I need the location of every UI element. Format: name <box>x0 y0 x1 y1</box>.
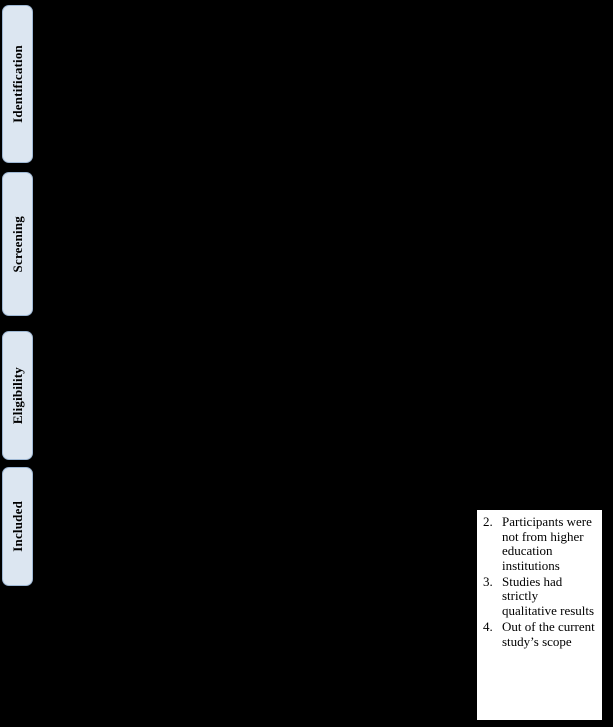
stage-label-included-text: Included <box>10 501 25 552</box>
stage-label-screening <box>2 172 33 316</box>
stage-label-identification <box>2 5 33 163</box>
exclusion-item-number: 4. <box>483 618 493 634</box>
exclusion-reasons-list <box>480 515 598 649</box>
stage-label-eligibility-text: Eligibility <box>10 366 25 425</box>
exclusion-item-text: Out of the current study’s scope <box>502 618 595 649</box>
list-item <box>480 575 598 619</box>
stage-label-eligibility <box>2 331 33 460</box>
exclusion-item-text: Participants were not from higher education institutions <box>502 514 592 574</box>
stage-label-included <box>2 467 33 586</box>
exclusion-reasons-box <box>476 509 603 721</box>
stage-label-screening-text: Screening <box>10 215 25 273</box>
stage-label-identification-text: Identification <box>10 45 25 123</box>
exclusion-item-number: 2. <box>483 514 493 529</box>
exclusion-item-text: Studies had strictly qualitative results <box>502 573 595 619</box>
list-item <box>480 515 598 574</box>
exclusion-item-number: 3. <box>483 573 493 589</box>
list-item <box>480 620 598 649</box>
